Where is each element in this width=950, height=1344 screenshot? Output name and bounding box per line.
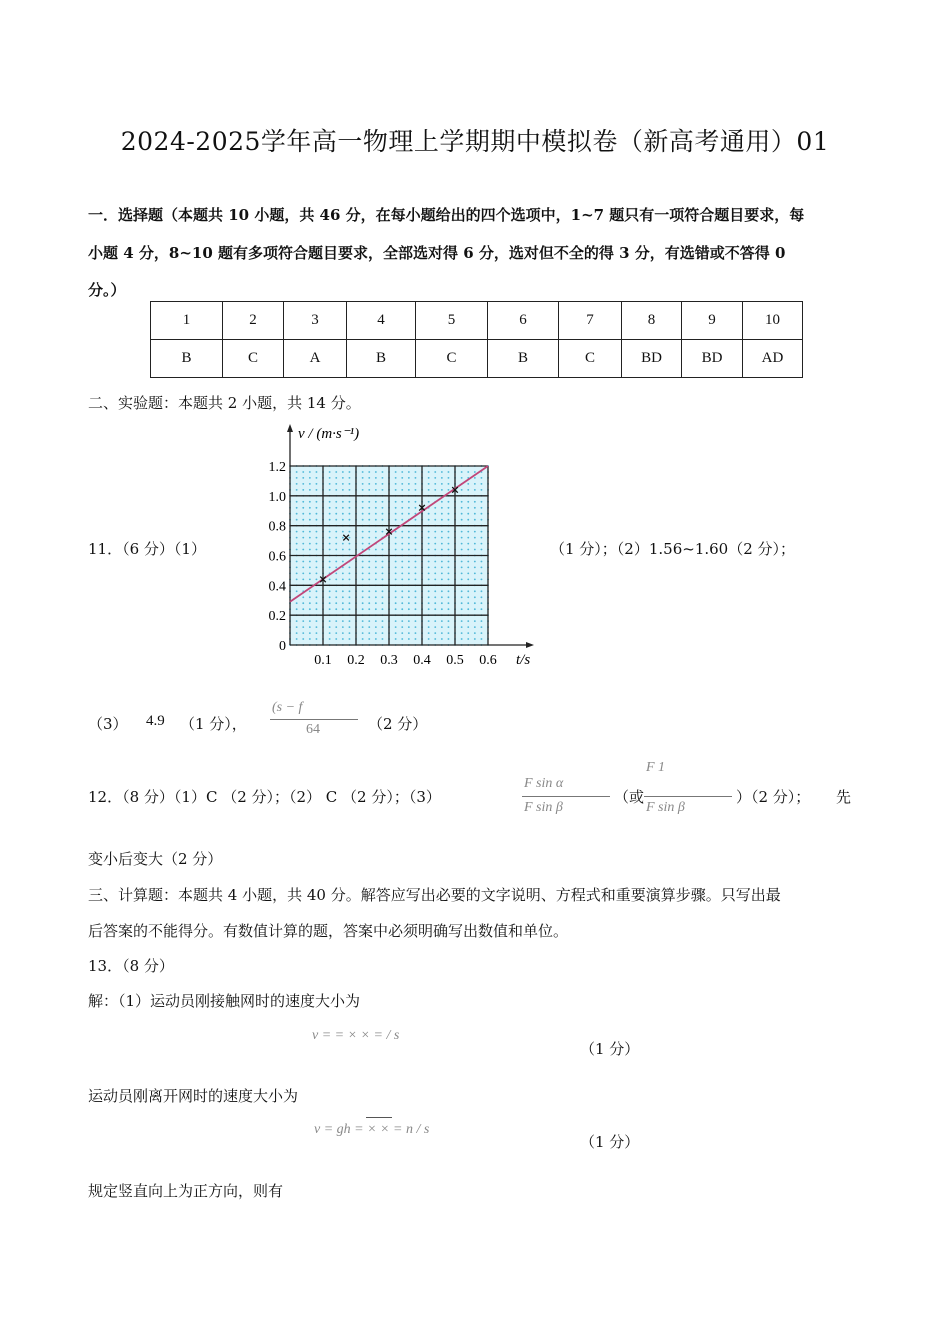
y-axis-label: v / (m·s⁻¹) [298,426,360,442]
table-cell: 6 [488,302,559,340]
answer-table [150,301,803,378]
q11-formula-score: （2 分） [368,715,428,733]
x-tick-label: 0.6 [479,653,497,668]
section1-line2: 小题 4 分，8~10 题有多项符合题目要求，全部选对得 6 分，选对但不全的得 3 分，有选错或不答得 0 [88,244,786,262]
q12-fraction1-denominator: F sin β [524,800,563,815]
q11-formula-denominator: 64 [306,722,320,737]
sqrt-overline [366,1117,392,1118]
q13-equation2: v = gh = × × = n / s [314,1122,430,1137]
section1-line3: 分。） [88,281,126,299]
y-tick-label: 0.2 [268,609,286,625]
page-title: 2024-2025学年高一物理上学期期中模拟卷（新高考通用）01 [120,127,830,156]
y-axis-arrow [287,424,293,432]
x-tick-label: 0.2 [347,653,365,668]
q12-part-a: 12．（8 分）（1）C （2 分）；（2） C （2 分）；（3） [88,788,441,806]
table-cell: A [284,340,347,378]
q13-leave-text: 运动员刚离开网时的速度大小为 [88,1087,299,1105]
table-cell: BD [622,340,682,378]
table-cell: 4 [347,302,416,340]
table-cell: 1 [151,302,223,340]
fraction-bar [270,719,358,720]
q11-prefix: 11．（6 分）（1） [88,540,206,558]
table-cell: C [223,340,284,378]
q13-equation2-score: （1 分） [580,1133,640,1151]
x-tick-label: 0.1 [314,653,332,668]
q12-part-b: ）（2 分）； [736,788,811,806]
velocity-time-graph [262,420,542,670]
table-cell: 2 [223,302,284,340]
q12-line2: 变小后变大（2 分） [88,850,223,868]
table-cell: C [559,340,622,378]
q11-part3-label: （3） [88,715,128,733]
table-cell: C [416,340,488,378]
section3-line1: 三、计算题：本题共 4 小题，共 40 分。解答应写出必要的文字说明、方程式和重要演算步骤。只写出最 [88,886,781,904]
answer-table-answer-row [151,340,803,378]
q13-heading: 13．（8 分） [88,957,174,975]
q13-intro: 解：（1）运动员刚接触网时的速度大小为 [88,992,361,1010]
table-cell: AD [743,340,803,378]
q11-part3-value: 4.9 [146,713,165,729]
table-cell: 8 [622,302,682,340]
table-cell: 3 [284,302,347,340]
x-tick-label: 0.3 [380,653,398,668]
table-cell: B [347,340,416,378]
q13-equation1-score: （1 分） [580,1040,640,1058]
x-tick-label: 0.4 [413,653,431,668]
q12-tail: 先 [836,788,852,806]
y-tick-label: 0.8 [268,519,286,535]
y-tick-label: 1.0 [268,489,286,505]
y-tick-label: 0.6 [268,549,286,565]
y-tick-label: 0 [279,639,286,654]
q13-direction: 规定竖直向上为正方向，则有 [88,1182,284,1200]
table-cell: BD [682,340,743,378]
q11-suffix: （1 分）；（2）1.56~1.60（2 分）； [550,540,796,558]
table-cell: 10 [743,302,803,340]
y-tick-label: 1.2 [268,460,286,475]
table-cell: B [151,340,223,378]
fraction-bar [522,796,610,797]
table-cell: 5 [416,302,488,340]
section2-heading: 二、实验题：本题共 2 小题，共 14 分。 [88,394,361,412]
q11-formula-numerator: (s − f [272,700,303,715]
table-cell: 9 [682,302,743,340]
q12-fraction2-denominator: F sin β [646,800,685,815]
answer-table-number-row [151,302,803,340]
q12-fraction1-numerator: F sin α [524,776,564,791]
q12-fraction2-numerator: F 1 [646,760,666,775]
section3-line2: 后答案的不能得分。有数值计算的题，答案中必须明确写出数值和单位。 [88,922,569,940]
x-axis-arrow [526,642,534,648]
section1-line1: 一．选择题（本题共 10 小题，共 46 分，在每小题给出的四个选项中，1~7 题只有一项符合题目要求，每 [88,206,805,224]
x-axis-label: t/s [516,652,531,668]
q13-equation1: v = = × × = / s [312,1028,400,1043]
q12-or-open: （或 [614,788,645,806]
fraction-bar [644,796,732,797]
q11-part3-score: （1 分）， [180,715,247,733]
x-tick-label: 0.5 [446,653,464,668]
y-tick-label: 0.4 [268,579,286,595]
table-cell: B [488,340,559,378]
table-cell: 7 [559,302,622,340]
